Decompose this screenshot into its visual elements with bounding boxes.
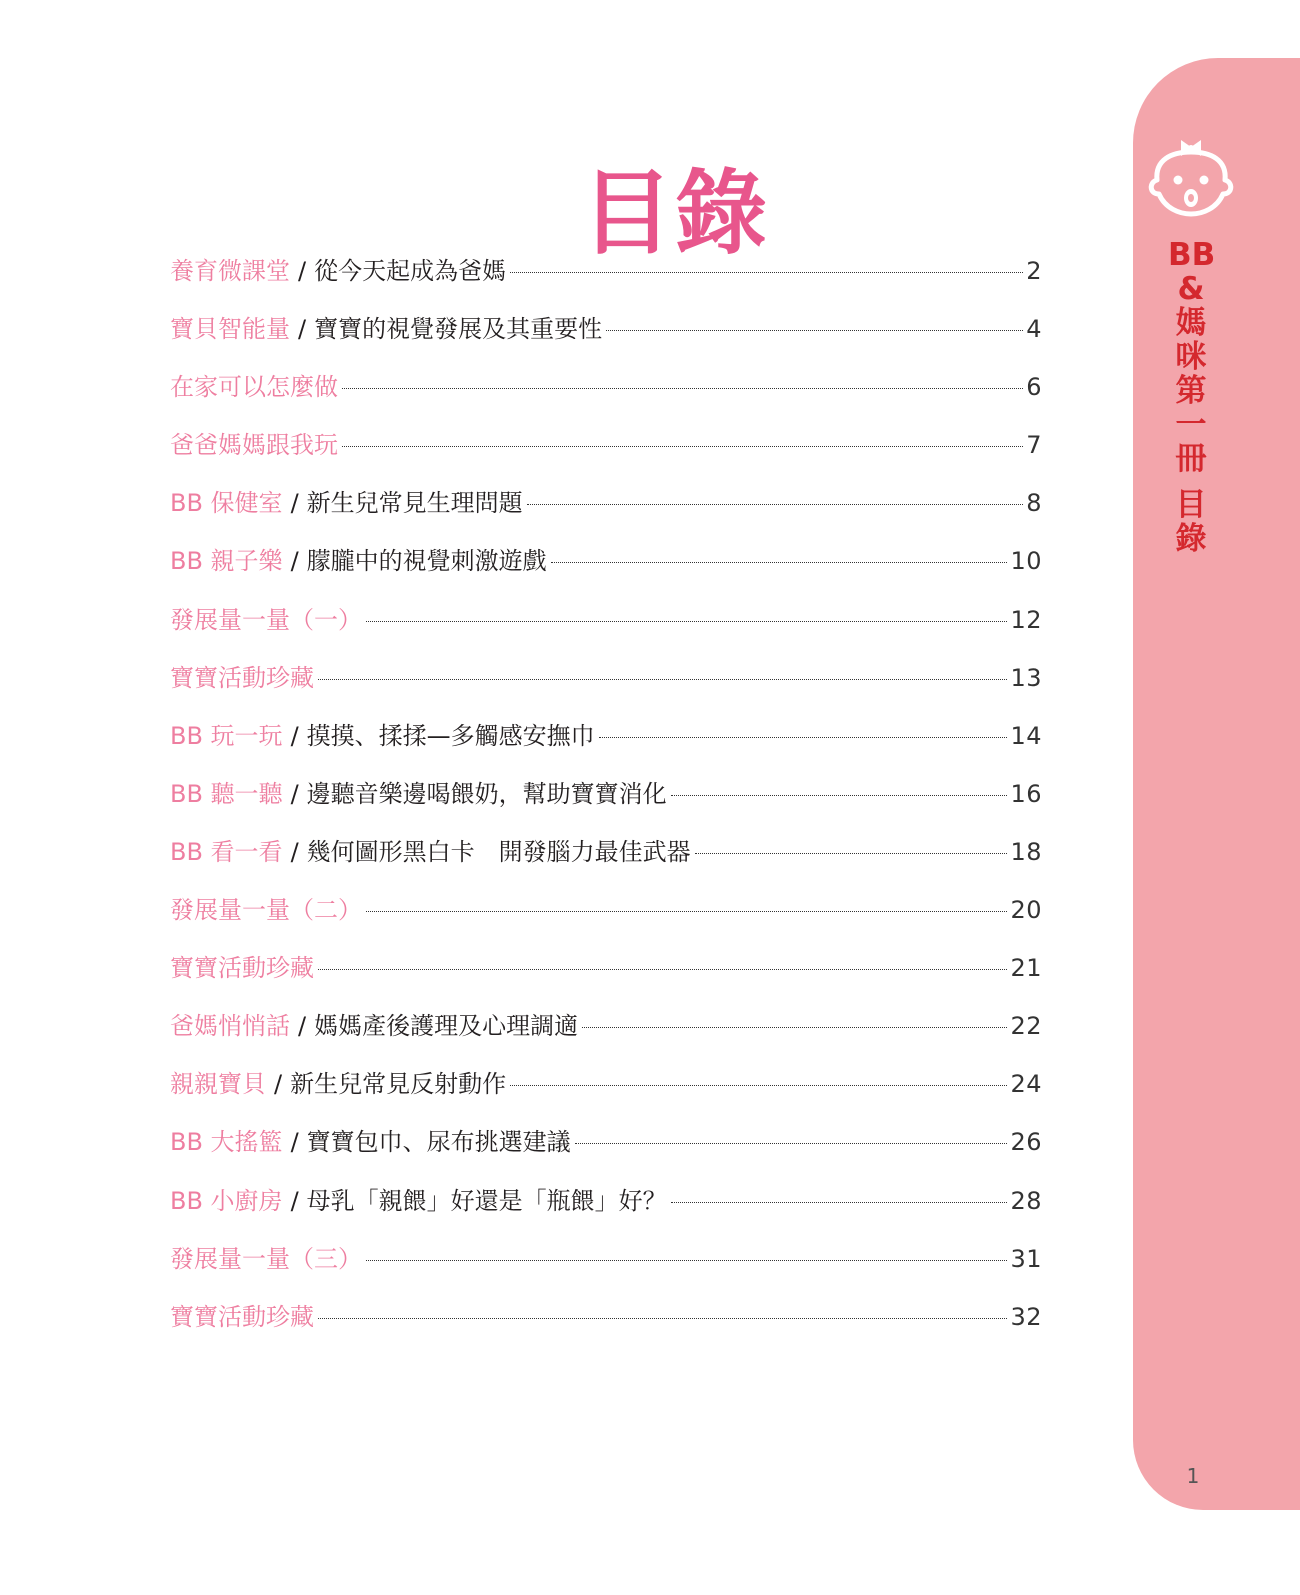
toc-separator: / [274, 1070, 283, 1099]
toc-separator: / [290, 837, 299, 866]
toc-entry[interactable] [170, 656, 1042, 714]
toc-subtitle: 從今天起成為爸媽 [314, 257, 507, 285]
toc-leader [510, 1085, 1007, 1086]
toc-leader [695, 853, 1008, 854]
toc-subtitle: 寶寶的視覺發展及其重要性 [314, 315, 603, 344]
toc-separator: / [298, 315, 307, 344]
toc-entry[interactable] [170, 481, 1042, 539]
toc-entry[interactable] [170, 946, 1042, 1004]
sidebar-char: BB [1168, 237, 1216, 273]
toc-page: 18 [1010, 837, 1042, 866]
toc-subtitle: 寶寶包巾、尿布挑選建議 [306, 1128, 571, 1157]
toc-section: 發展量一量（二） [170, 896, 362, 925]
toc-section: 寶寶活動珍藏 [170, 954, 314, 983]
toc-entry[interactable] [170, 830, 1042, 888]
toc-subtitle: 新生兒常見反射動作 [290, 1070, 507, 1099]
toc-leader [575, 1143, 1008, 1144]
toc-entry[interactable] [170, 307, 1042, 365]
toc-page: 28 [1010, 1186, 1042, 1215]
toc-leader [527, 504, 1024, 505]
toc-leader [582, 1027, 1007, 1028]
toc-section: 發展量一量（一） [170, 605, 362, 634]
toc-entry[interactable] [170, 888, 1042, 946]
toc-leader [318, 969, 1007, 970]
toc-entry[interactable] [170, 1062, 1042, 1120]
toc-page: 14 [1010, 721, 1042, 750]
toc-entry[interactable] [170, 423, 1042, 481]
toc-separator: / [298, 257, 307, 285]
toc-section: 發展量一量（三） [170, 1244, 362, 1273]
toc-section: BB 玩一玩 [170, 721, 283, 750]
toc-separator: / [290, 1128, 299, 1157]
toc-leader [366, 1260, 1007, 1261]
toc-leader [318, 1318, 1007, 1319]
toc-page: 7 [1026, 431, 1042, 460]
toc-section: 養育微課堂 [170, 257, 290, 285]
toc-separator: / [290, 779, 299, 808]
toc-subtitle: 新生兒常見生理問題 [306, 489, 523, 518]
toc-leader [671, 1202, 1008, 1203]
toc-subtitle: 朦朧中的視覺刺激遊戲 [306, 547, 547, 576]
toc-entry[interactable] [170, 249, 1042, 307]
toc-entry[interactable] [170, 714, 1042, 772]
sidebar-char: & [1177, 271, 1205, 307]
toc-entry[interactable] [170, 1120, 1042, 1178]
toc-subtitle: 母乳「親餵」好還是「瓶餵」好？ [306, 1186, 667, 1215]
toc-subtitle: 邊聽音樂邊喝餵奶，幫助寶寶消化 [306, 779, 667, 808]
toc-separator: / [290, 1186, 299, 1215]
toc-entry[interactable] [170, 539, 1042, 597]
toc-leader [551, 562, 1008, 563]
toc-section: BB 保健室 [170, 489, 283, 518]
toc-entry[interactable] [170, 598, 1042, 656]
toc-separator: / [290, 721, 299, 750]
toc-subtitle: 幾何圖形黑白卡 開發腦力最佳武器 [306, 837, 691, 866]
toc-entry[interactable] [170, 1237, 1042, 1295]
toc-section: BB 大搖籃 [170, 1128, 283, 1157]
toc-leader [671, 795, 1008, 796]
side-tab [1133, 58, 1300, 1510]
toc-leader [342, 388, 1023, 389]
page-number: 1 [1186, 1464, 1200, 1488]
toc-section: 爸媽悄悄話 [170, 1012, 290, 1041]
toc-section: BB 親子樂 [170, 547, 283, 576]
toc-section: 爸爸媽媽跟我玩 [170, 431, 338, 460]
sidebar-char: 錄 [1175, 521, 1207, 557]
toc-page: 6 [1026, 373, 1042, 402]
toc-page: 26 [1010, 1128, 1042, 1157]
sidebar-char: 第 [1175, 373, 1207, 409]
sidebar-vertical-title [1168, 238, 1214, 556]
toc-page: 13 [1010, 663, 1042, 692]
toc-entry[interactable] [170, 1179, 1042, 1237]
toc-section: 親親寶貝 [170, 1070, 266, 1099]
toc-leader [342, 446, 1023, 447]
page-title: 目錄 [580, 160, 769, 267]
toc-leader [366, 621, 1007, 622]
toc-page: 24 [1010, 1070, 1042, 1099]
toc-leader [510, 272, 1023, 273]
toc-subtitle: 摸摸、揉揉—多觸感安撫巾 [306, 721, 595, 750]
toc-page: 4 [1026, 315, 1042, 344]
toc-section: BB 聽一聽 [170, 779, 283, 808]
toc-section: 在家可以怎麼做 [170, 373, 338, 402]
table-of-contents [170, 249, 1042, 1353]
toc-separator: / [290, 547, 299, 576]
toc-separator: / [290, 489, 299, 518]
toc-page: 20 [1010, 896, 1042, 925]
toc-page: 2 [1026, 257, 1042, 285]
sidebar-char: 冊 [1175, 441, 1207, 477]
toc-separator: / [298, 1012, 307, 1041]
toc-entry[interactable] [170, 365, 1042, 423]
toc-section: 寶寶活動珍藏 [170, 1302, 314, 1331]
toc-entry[interactable] [170, 1004, 1042, 1062]
toc-page: 8 [1026, 489, 1042, 518]
toc-section: BB 小廚房 [170, 1186, 283, 1215]
toc-leader [599, 737, 1008, 738]
toc-page: 32 [1010, 1302, 1042, 1331]
sidebar-char: 咪 [1175, 339, 1207, 375]
toc-leader [366, 911, 1007, 912]
sidebar-char: 媽 [1175, 305, 1207, 341]
toc-leader [606, 330, 1023, 331]
baby-face-icon [1147, 138, 1235, 218]
toc-page: 21 [1010, 954, 1042, 983]
toc-section: BB 看一看 [170, 837, 283, 866]
sidebar-char: 目 [1175, 487, 1207, 523]
toc-page: 31 [1010, 1244, 1042, 1273]
sidebar-char: 一 [1175, 407, 1207, 443]
toc-page: 10 [1010, 547, 1042, 576]
toc-leader [318, 679, 1007, 680]
toc-page: 22 [1010, 1012, 1042, 1041]
toc-page: 16 [1010, 779, 1042, 808]
toc-page: 12 [1010, 605, 1042, 634]
toc-entry[interactable] [170, 772, 1042, 830]
toc-section: 寶貝智能量 [170, 315, 290, 344]
toc-entry[interactable] [170, 1295, 1042, 1353]
toc-subtitle: 媽媽產後護理及心理調適 [314, 1012, 579, 1041]
toc-section: 寶寶活動珍藏 [170, 663, 314, 692]
